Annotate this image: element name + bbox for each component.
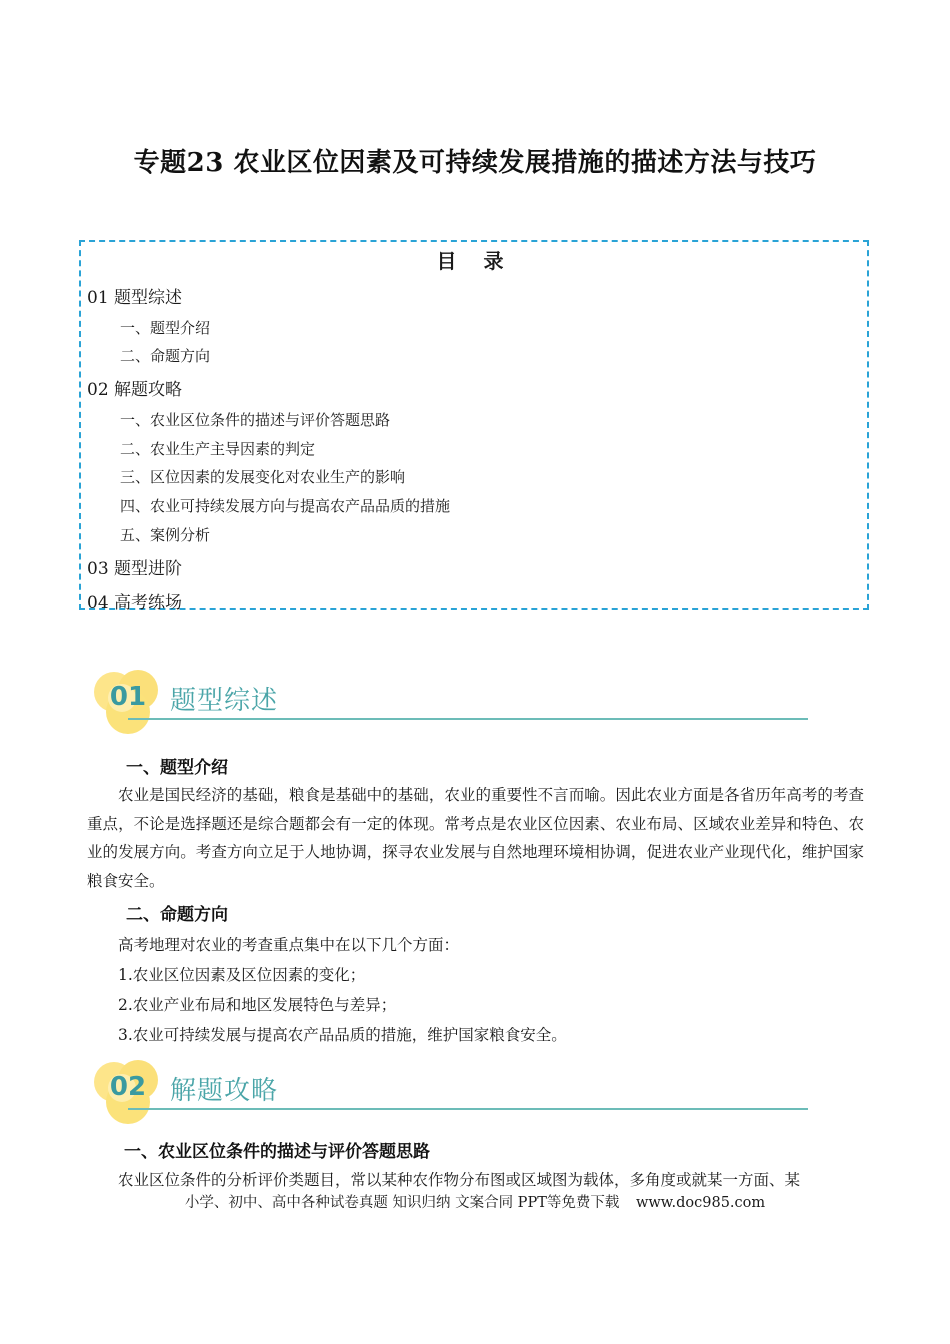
section-rule	[128, 1108, 808, 1110]
toc-item[interactable]: 二、农业生产主导因素的判定	[120, 440, 316, 458]
section-number: 01	[109, 682, 147, 712]
toc-heading: 目 录	[436, 249, 514, 273]
section-label: 解题攻略	[170, 1076, 279, 1106]
list-item: 2.农业产业布局和地区发展特色与差异；	[118, 996, 397, 1014]
page-footer	[0, 1191, 950, 1212]
paragraph: 农业是国民经济的基础，粮食是基础中的基础，农业的重要性不言而喻。因此农业方面是各省历年高考的考查重点，不论是选择题还是综合题都会有一定的体现。常考点是农业区位因素、农业布局、区域农业差异和特色、农业的发展方向。考查方向立足于人地协调，探寻农业发展与自然地理环境相协调，促进农业产业现代化，维护国家粮食安全。	[87, 786, 864, 890]
section-number: 02	[109, 1072, 147, 1102]
section-label: 题型综述	[170, 686, 279, 716]
subsection-title: 一、题型介绍	[126, 758, 228, 778]
list-item: 3.农业可持续发展与提高农产品品质的措施，维护国家粮食安全。	[118, 1026, 567, 1044]
footer-url[interactable]: www.doc985.com	[635, 1195, 766, 1211]
toc-item[interactable]: 一、农业区位条件的描述与评价答题思路	[120, 411, 391, 429]
section-banner-02	[92, 1058, 812, 1128]
toc-item[interactable]: 02 解题攻略	[87, 380, 183, 400]
subsection-title: 一、农业区位条件的描述与评价答题思路	[124, 1142, 430, 1162]
document-title: 专题23 农业区位因素及可持续发展措施的描述方法与技巧	[133, 148, 817, 178]
toc-item[interactable]: 03 题型进阶	[87, 559, 183, 579]
toc-item[interactable]: 二、命题方向	[120, 347, 211, 365]
toc-item[interactable]: 三、区位因素的发展变化对农业生产的影响	[120, 468, 406, 486]
subsection-title: 二、命题方向	[126, 905, 228, 925]
toc-item[interactable]: 一、题型介绍	[120, 319, 211, 337]
toc-item[interactable]: 04 高考练场	[87, 593, 183, 613]
paragraph: 农业区位条件的分析评价类题目，常以某种农作物分布图或区域图为载体，多角度或就某一方面、某	[118, 1171, 801, 1189]
paragraph: 高考地理对农业的考查重点集中在以下几个方面：	[118, 936, 460, 954]
toc-item[interactable]: 四、农业可持续发展方向与提高农产品品质的措施	[120, 497, 451, 515]
section-rule	[128, 718, 808, 720]
footer-text: 小学、初中、高中各种试卷真题 知识归纳 文案合同 PPT等免费下载	[184, 1195, 620, 1211]
section-banner-01	[92, 668, 812, 738]
list-item: 1.农业区位因素及区位因素的变化；	[118, 966, 366, 984]
toc-item[interactable]: 五、案例分析	[120, 526, 211, 544]
toc-item[interactable]: 01 题型综述	[87, 288, 183, 308]
